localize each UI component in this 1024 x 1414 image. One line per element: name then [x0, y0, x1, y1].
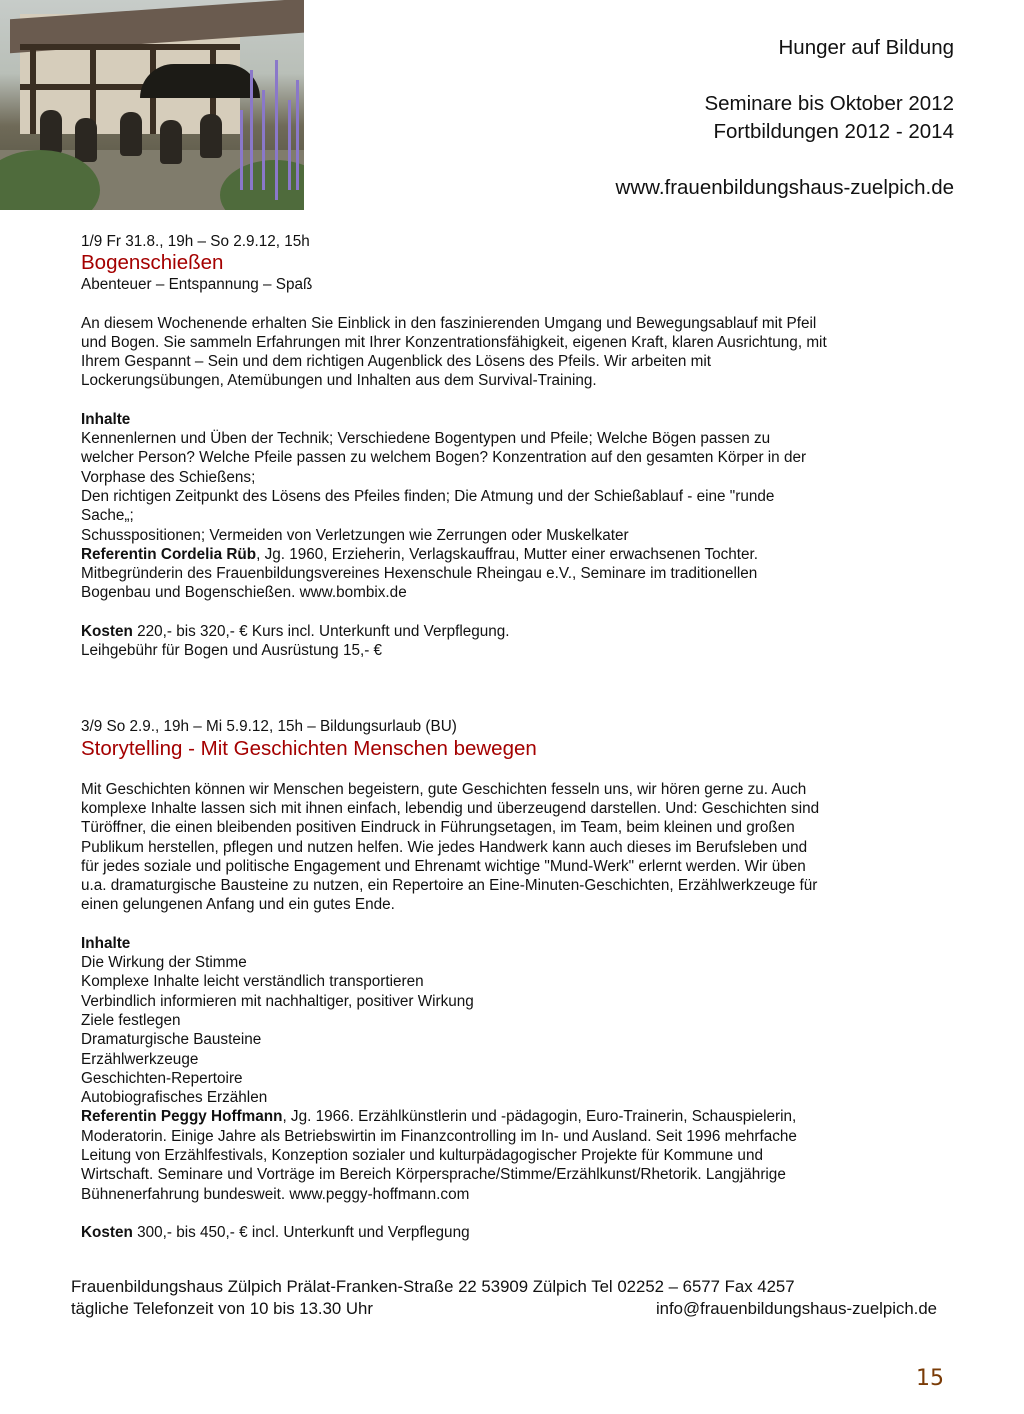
course2-desc-line: u.a. dramaturgische Bausteine zu nutzen, ein Repertoire an Eine-Minuten-Geschichten, Erzählwerkzeuge für	[81, 877, 818, 895]
course2-inhalte-item: Ziele festlegen	[81, 1011, 181, 1029]
course2-desc-line: Türöffner, die einen bleibenden positiven Eindruck in Führungsetagen, im Team, beim kleinen und großen	[81, 819, 795, 837]
course1-date: 1/9 Fr 31.8., 19h – So 2.9.12, 15h	[81, 233, 310, 250]
course2-referentin-line: Bühnenerfahrung bundesweit. www.peggy-hoffmann.com	[81, 1185, 470, 1203]
page-footer	[71, 1276, 937, 1320]
course1-title: Bogenschießen	[81, 251, 224, 275]
course2-inhalte-item: Geschichten-Repertoire	[81, 1069, 243, 1087]
course1-desc-line: Lockerungsübungen, Atemübungen und Inhalten aus dem Survival-Training.	[81, 372, 597, 390]
course2-inhalte-item: Dramaturgische Bausteine	[81, 1031, 262, 1049]
course2-inhalte-heading: Inhalte	[81, 934, 131, 952]
umbrella	[140, 64, 260, 98]
course1-inhalte-line: Kennenlernen und Üben der Technik; Verschiedene Bogentypen und Pfeile; Welche Bögen passen zu	[81, 430, 771, 448]
header-fortbildungen: Fortbildungen 2012 - 2014	[713, 120, 954, 143]
course1-inhalte-line: Schusspositionen; Vermeiden von Verletzungen wie Zerrungen oder Muskelkater	[81, 526, 629, 544]
course1-inhalte-line: Sache„;	[81, 507, 134, 525]
course1-desc-line: Ihrem Gespannt – Sein und dem richtigen Augenblick des Lösens des Pfeils. Wir arbeiten mit	[81, 353, 712, 371]
course2-inhalte-item: Komplexe Inhalte leicht verständlich transportieren	[81, 973, 424, 991]
course2-referentin-name: Referentin Peggy Hoffmann	[81, 1108, 283, 1126]
course2-inhalte-item: Verbindlich informieren mit nachhaltiger, positiver Wirkung	[81, 992, 474, 1010]
course2-referentin-line: Leitung von Erzählfestivals, Konzeption sozialer und kulturpädagogischer Projekte für Kommune und	[81, 1146, 763, 1164]
course2-date: 3/9 So 2.9., 19h – Mi 5.9.12, 15h – Bildungsurlaub (BU)	[81, 718, 457, 736]
course2-desc-line: für jedes soziale und politische Engagement und Ehrenamt wichtige "Mund-Werk" erlernt werden. Wir üben	[81, 857, 806, 875]
course2-referentin-line: Wirtschaft. Seminare und Vorträge im Bereich Körpersprache/Stimme/Erzählkunst/Rhetorik. Langjährige	[81, 1166, 786, 1184]
course2-kosten	[81, 1223, 961, 1242]
header-title: Hunger auf Bildung	[778, 36, 954, 59]
course2-referentin-line: Moderatorin. Einige Jahre als Betriebswirtin im Finanzcontrolling im In- und Ausland. Seit 1996 mehrfache	[81, 1127, 797, 1145]
page-number: 15	[916, 1366, 944, 1391]
course2-desc-line: komplexe Inhalte lassen sich mit ihnen einfach, lebendig und überzeugend darstellen. Und: Geschichten sind	[81, 799, 820, 817]
course1-inhalte-line: welcher Person? Welche Pfeile passen zu welchem Bogen? Konzentration auf den gesamten Körper in der	[81, 449, 807, 467]
footer-address: Frauenbildungshaus Zülpich Prälat-Franken-Straße 22 53909 Zülpich Tel 02252 – 6577 Fax 4257	[71, 1277, 795, 1296]
course2-title: Storytelling - Mit Geschichten Menschen bewegen	[81, 736, 537, 760]
course1-inhalte-heading: Inhalte	[81, 410, 131, 428]
course1-kosten-label: Kosten	[81, 622, 133, 640]
course1-kosten-more: Leihgebühr für Bogen und Ausrüstung 15,- €	[81, 642, 383, 660]
course2-referentin-text: , Jg. 1966. Erzählkünstlerin und -pädagogin, Euro-Trainerin, Schauspielerin,	[282, 1108, 797, 1126]
course1-referentin	[81, 545, 961, 564]
course1-referentin-name: Referentin Cordelia Rüb	[81, 545, 257, 563]
course2-kosten-text: 300,- bis 450,- € incl. Unterkunft und Verpflegung	[132, 1223, 470, 1241]
footer-email-link[interactable]: info@frauenbildungshaus-zuelpich.de	[655, 1299, 937, 1318]
course1-referentin-text: , Jg. 1960, Erzieherin, Verlagskauffrau, Mutter einer erwachsenen Tochter.	[256, 545, 759, 563]
header-seminare: Seminare bis Oktober 2012	[704, 92, 954, 115]
footer-phone-hours: tägliche Telefonzeit von 10 bis 13.30 Uhr	[71, 1299, 373, 1318]
course2-referentin	[81, 1107, 961, 1126]
header-website-link[interactable]: www.frauenbildungshaus-zuelpich.de	[615, 176, 954, 199]
course2-desc-line: Publikum herstellen, pflegen und nutzen helfen. Wie jedes Handwerk kann auch dieses im Berufsleben und	[81, 838, 808, 856]
page-header	[616, 34, 954, 202]
course1-referentin-line: Bogenbau und Bogenschießen. www.bombix.de	[81, 584, 407, 602]
course2-inhalte-item: Erzählwerkzeuge	[81, 1050, 199, 1068]
course1-desc-line: und Bogen. Sie sammeln Erfahrungen mit Ihrer Konzentrationsfähigkeit, eigenen Kraft, klaren Ausrichtung, mit	[81, 333, 827, 351]
main-content	[81, 232, 961, 1242]
course2-inhalte-item: Die Wirkung der Stimme	[81, 954, 247, 972]
course1-kosten	[81, 622, 961, 641]
course2-desc-line: Mit Geschichten können wir Menschen begeistern, gute Geschichten fesseln uns, wir hören gerne zu. Auch	[81, 780, 807, 798]
header-photo	[0, 0, 304, 210]
course1-referentin-line: Mitbegründerin des Frauenbildungsvereines Hexenschule Rheingau e.V., Seminare im traditionellen	[81, 565, 758, 583]
course2-kosten-label: Kosten	[81, 1223, 133, 1241]
course1-inhalte-line: Den richtigen Zeitpunkt des Lösens des Pfeiles finden; Die Atmung und der Schießablauf - eine "runde	[81, 487, 775, 505]
course1-subtitle: Abenteuer – Entspannung – Spaß	[81, 276, 313, 294]
course1-desc-line: An diesem Wochenende erhalten Sie Einblick in den faszinierenden Umgang und Bewegungsablauf mit Pfeil	[81, 314, 817, 332]
course1-kosten-text: 220,- bis 320,- € Kurs incl. Unterkunft und Verpflegung.	[132, 622, 510, 640]
course2-desc-line: einen gelungenen Anfang und ein gutes Ende.	[81, 896, 395, 914]
course2-inhalte-item: Autobiografisches Erzählen	[81, 1089, 268, 1107]
course1-inhalte-line: Vorphase des Schießens;	[81, 468, 256, 486]
